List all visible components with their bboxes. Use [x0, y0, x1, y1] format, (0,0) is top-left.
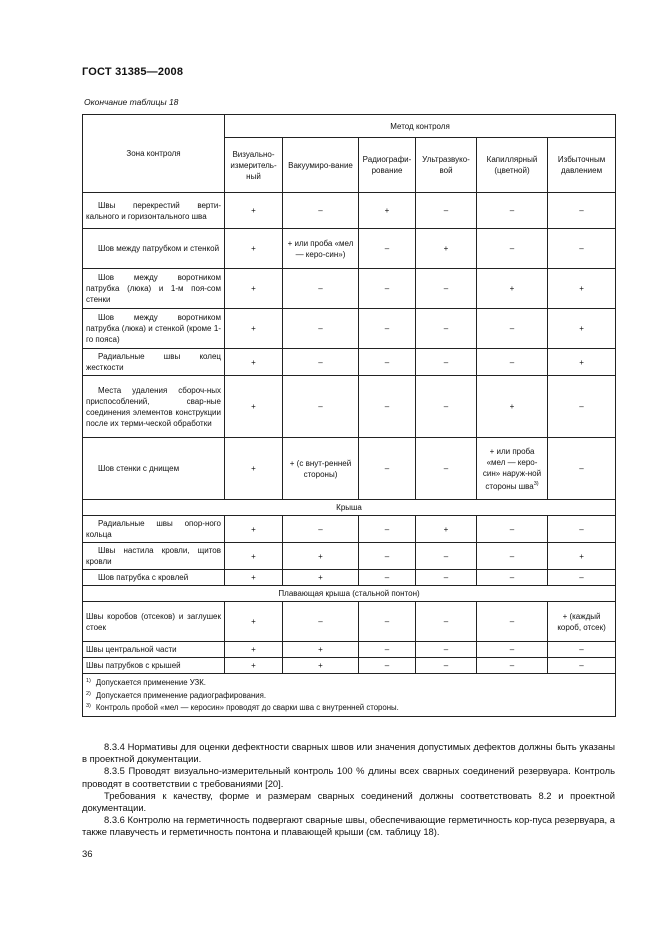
method-cell: – [477, 658, 548, 674]
method-cell: – [477, 516, 548, 543]
method-cell: + [548, 349, 616, 376]
method-cell: – [416, 658, 477, 674]
method-cell: – [477, 193, 548, 229]
paragraph-8-3-6: 8.3.6 Контролю на герметичность подвергают сварные швы, обеспечивающие герметичность кор-пуса резервуара, а также плавучесть и герметичность понтона и плавающей крыши (см. таблицу 18). [82, 814, 615, 838]
table-row [83, 269, 616, 309]
document-header: ГОСТ 31385—2008 [82, 66, 184, 78]
zone-cell: Радиальные швы колец жесткости [83, 349, 225, 376]
note-text: Допускается применение УЗК. [95, 678, 206, 687]
method-cell: + [416, 516, 477, 543]
method-cell: – [548, 376, 616, 438]
method-cell: – [416, 642, 477, 658]
zone-cell: Шов стенки с днищем [83, 438, 225, 500]
method-cell: + [416, 229, 477, 269]
note-mark: 3) [86, 703, 91, 709]
header-visual: Визуально-измеритель-ный [225, 138, 283, 193]
method-cell: – [477, 309, 548, 349]
method-cell: – [359, 543, 416, 570]
method-cell: – [359, 269, 416, 309]
footnote-mark: 3) [533, 480, 539, 487]
method-cell: + [283, 543, 359, 570]
zone-cell: Шов между воротником патрубка (люка) и 1-м поя-сом стенки [83, 269, 225, 309]
method-cell: – [283, 193, 359, 229]
method-cell: – [359, 642, 416, 658]
method-cell: + или проба «мел — керо-син») [283, 229, 359, 269]
method-cell: – [416, 309, 477, 349]
method-cell: + [225, 642, 283, 658]
method-cell: + [359, 193, 416, 229]
note-line [86, 701, 612, 714]
note-mark: 2) [86, 690, 91, 697]
zone-cell: Швы настила кровли, щитов кровли [83, 543, 225, 570]
method-cell: – [416, 376, 477, 438]
method-cell: + [225, 438, 283, 500]
method-cell: – [359, 309, 416, 349]
table-row [83, 570, 616, 586]
method-cell: – [477, 602, 548, 642]
method-cell: – [416, 193, 477, 229]
header-pressure: Избыточным давлением [548, 138, 616, 193]
method-cell: – [283, 602, 359, 642]
method-cell: – [548, 570, 616, 586]
method-cell: + [225, 193, 283, 229]
method-cell: – [416, 349, 477, 376]
method-cell: – [359, 438, 416, 500]
method-cell: – [416, 543, 477, 570]
method-cell: + [225, 570, 283, 586]
method-cell: + [548, 269, 616, 309]
note-line [86, 676, 612, 689]
header-ultrasonic: Ультразвуко-вой [416, 138, 477, 193]
table-row [83, 516, 616, 543]
method-cell: – [477, 642, 548, 658]
table-notes [83, 674, 616, 717]
method-cell: + [225, 658, 283, 674]
zone-cell: Швы перекрестий верти-кального и горизонтального шва [83, 193, 225, 229]
method-cell: – [548, 229, 616, 269]
method-cell: – [477, 543, 548, 570]
note-mark: 1) [86, 678, 91, 684]
table-caption: Окончание таблицы 18 [84, 97, 179, 107]
method-cell: + [477, 376, 548, 438]
method-cell: + [225, 269, 283, 309]
table-row [83, 543, 616, 570]
method-cell: – [283, 269, 359, 309]
method-cell: – [283, 516, 359, 543]
method-cell [477, 438, 548, 500]
note-text: Контроль пробой «мел — керосин» проводят до сварки шва с внутренней стороны. [95, 703, 399, 712]
zone-cell: Шов патрубка с кровлей [83, 570, 225, 586]
method-cell: – [548, 438, 616, 500]
method-cell: – [416, 570, 477, 586]
header-radiography: Радиографи-рование [359, 138, 416, 193]
method-cell: – [359, 376, 416, 438]
note-text: Допускается применение радиографирования. [95, 690, 267, 700]
inspection-table [82, 114, 616, 717]
method-cell: – [359, 349, 416, 376]
table-row [83, 193, 616, 229]
inspection-table-wrapper [82, 114, 615, 717]
note-line [86, 689, 612, 702]
header-capillary: Капиллярный (цветной) [477, 138, 548, 193]
table-row [83, 376, 616, 438]
paragraph-8-3-4: 8.3.4 Нормативы для оценки дефектности сварных швов или значения допустимых дефектов должны быть указаны в проектной документации. [82, 741, 615, 765]
method-cell: – [359, 658, 416, 674]
section-roof: Крыша [83, 500, 616, 516]
method-cell: – [477, 229, 548, 269]
method-cell: + [225, 543, 283, 570]
method-cell: – [548, 516, 616, 543]
section-floating-roof: Плавающая крыша (стальной понтон) [83, 586, 616, 602]
header-zone: Зона контроля [83, 115, 225, 193]
header-vacuum: Вакуумиро-вание [283, 138, 359, 193]
method-cell: – [359, 602, 416, 642]
method-cell: – [548, 642, 616, 658]
method-cell: – [283, 309, 359, 349]
method-cell: + (каждый короб, отсек) [548, 602, 616, 642]
zone-cell: Шов между патрубком и стенкой [83, 229, 225, 269]
method-cell: – [359, 516, 416, 543]
method-cell: + [225, 376, 283, 438]
method-cell: + [283, 658, 359, 674]
zone-cell: Радиальные швы опор-ного кольца [83, 516, 225, 543]
method-cell: – [416, 438, 477, 500]
method-cell: + [225, 602, 283, 642]
method-cell: – [477, 349, 548, 376]
method-cell: + [225, 516, 283, 543]
method-cell: – [359, 229, 416, 269]
section-row [83, 586, 616, 602]
header-method: Метод контроля [225, 115, 616, 138]
paragraph-8-3-5: 8.3.5 Проводят визуально-измерительный контроль 100 % длины всех сварных соединений резервуара. Контроль проводят в соответствии с требованиями [20]. [82, 765, 615, 789]
zone-cell: Швы коробов (отсеков) и заглушек стоек [83, 602, 225, 642]
zone-cell: Места удаления сбороч-ных приспособлений, свар-ные соединения элементов конструкции после их терми-ческой обработки [83, 376, 225, 438]
page-number: 36 [82, 849, 93, 860]
method-cell: – [548, 193, 616, 229]
notes-row [83, 674, 616, 717]
table-row [83, 349, 616, 376]
method-cell: – [283, 349, 359, 376]
method-cell: – [416, 269, 477, 309]
method-cell: – [359, 570, 416, 586]
zone-cell: Швы центральной части [83, 642, 225, 658]
method-cell: + [477, 269, 548, 309]
method-cell: – [477, 570, 548, 586]
method-cell: – [548, 658, 616, 674]
method-cell: – [283, 376, 359, 438]
method-cell: + [225, 349, 283, 376]
method-cell: + [548, 309, 616, 349]
paragraph-quality-requirements: Требования к качеству, форме и размерам сварных соединений должны соответствовать 8.2 и проектной документации. [82, 789, 615, 814]
table-row [83, 309, 616, 349]
capillary-note-text: + или проба «мел — керо-син» наруж-ной стороны шва [482, 446, 542, 491]
method-cell: + [225, 309, 283, 349]
zone-cell: Шов между воротником патрубка (люка) и стенкой (кроме 1-го пояса) [83, 309, 225, 349]
method-cell: + [283, 642, 359, 658]
table-row [83, 602, 616, 642]
body-text [82, 741, 615, 839]
section-row [83, 500, 616, 516]
method-cell: + [225, 229, 283, 269]
table-row [83, 658, 616, 674]
table-row [83, 642, 616, 658]
method-cell: + (с внут-ренней стороны) [283, 438, 359, 500]
method-cell: + [548, 543, 616, 570]
table-row [83, 229, 616, 269]
zone-cell: Швы патрубков с крышей [83, 658, 225, 674]
method-cell: – [416, 602, 477, 642]
table-row [83, 438, 616, 500]
method-cell: + [283, 570, 359, 586]
